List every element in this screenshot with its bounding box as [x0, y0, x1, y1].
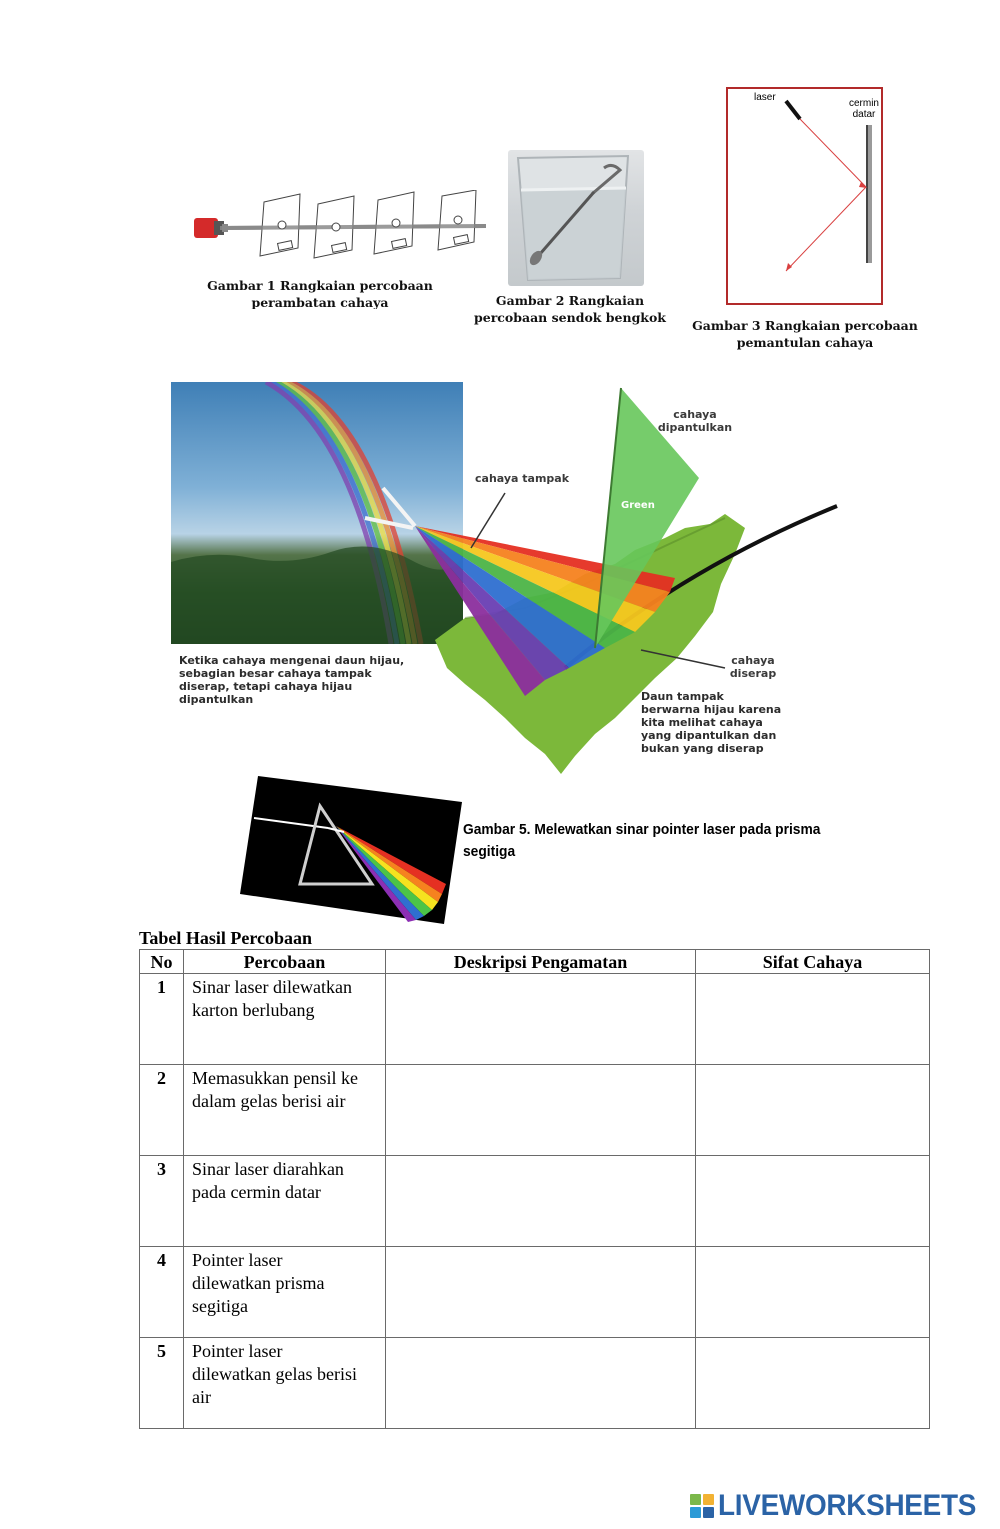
absorbed-light-label	[721, 654, 785, 680]
reflection-diagram	[728, 89, 881, 303]
experiment-line1: Memasukkan pensil ke	[192, 1068, 358, 1088]
figure-2-caption	[470, 292, 670, 326]
reflected-light-label	[655, 408, 735, 434]
figure-5-prism	[240, 776, 462, 924]
absorbed-light-label-line2: diserap	[729, 667, 777, 680]
experiment-line1: Sinar laser dilewatkan	[192, 977, 352, 997]
header-description: Deskripsi Pengamatan	[386, 950, 696, 974]
figure-5-caption	[463, 819, 849, 863]
property-answer-field[interactable]	[696, 1065, 930, 1156]
figure-3-caption-line1: Gambar 3 Rangkaian percobaan	[692, 318, 918, 333]
experiment-cell	[184, 1338, 386, 1429]
figure-1-caption-line1: Gambar 1 Rangkaian percobaan	[207, 278, 433, 293]
left-note-line3: diserap, tetapi cahaya hijau	[179, 680, 353, 693]
right-note-line5: bukan yang diserap	[641, 742, 764, 755]
visible-light-label: cahaya tampak	[475, 472, 570, 485]
experiment-line3: segitiga	[192, 1296, 248, 1316]
laser-label: laser	[754, 92, 776, 103]
figure-2-bent-spoon-photo	[508, 150, 644, 286]
figure-leaf-light-absorption	[165, 378, 845, 778]
experiment-line2: dalam gelas berisi air	[192, 1091, 346, 1111]
row-number: 3	[140, 1156, 184, 1247]
experiment-cell	[184, 1247, 386, 1338]
table-row	[140, 1156, 930, 1247]
description-answer-field[interactable]	[386, 1065, 696, 1156]
row-number: 5	[140, 1338, 184, 1429]
liveworksheets-logo-icon	[690, 1494, 714, 1518]
glass-with-spoon-image	[508, 150, 644, 286]
results-table	[139, 949, 930, 1429]
results-table-title: Tabel Hasil Percobaan	[139, 928, 313, 948]
figure-2-caption-line2: percobaan sendok bengkok	[474, 310, 666, 325]
figure-5-caption-line1: Gambar 5. Melewatkan sinar pointer laser pada prisma	[463, 821, 821, 838]
left-note-line2: sebagian besar cahaya tampak	[179, 667, 372, 680]
reflected-light-label-line1: cahaya	[673, 408, 717, 421]
mirror-label	[844, 98, 884, 120]
description-answer-field[interactable]	[386, 1338, 696, 1429]
reflected-light-label-line2: dipantulkan	[657, 421, 733, 434]
figure-3-caption	[690, 317, 920, 351]
figure-1-caption	[200, 277, 440, 309]
right-explanation-note	[641, 690, 781, 755]
experiment-cell	[184, 1156, 386, 1247]
row-number: 1	[140, 974, 184, 1065]
prism-dispersion-image	[240, 776, 462, 924]
property-answer-field[interactable]	[696, 1156, 930, 1247]
experiment-line1: Pointer laser	[192, 1250, 283, 1270]
table-header-row	[140, 950, 930, 974]
right-note-line1: Daun tampak	[641, 690, 724, 703]
table-row	[140, 1247, 930, 1338]
experiment-line2: dilewatkan gelas berisi	[192, 1364, 357, 1384]
liveworksheets-logo[interactable]	[690, 1489, 990, 1523]
experiment-line2: dilewatkan prisma	[192, 1273, 325, 1293]
row-number: 2	[140, 1065, 184, 1156]
property-answer-field[interactable]	[696, 974, 930, 1065]
experiment-line2: pada cermin datar	[192, 1182, 321, 1202]
table-row	[140, 1338, 930, 1429]
experiment-line2: karton berlubang	[192, 1000, 315, 1020]
mirror-label-line1: cermin	[848, 98, 879, 109]
figure-2-caption-line1: Gambar 2 Rangkaian	[495, 293, 645, 308]
table-row	[140, 974, 930, 1065]
figure-1-caption-line2: perambatan cahaya	[251, 295, 389, 309]
green-beam-label: Green	[621, 500, 655, 511]
header-experiment: Percobaan	[184, 950, 386, 974]
property-answer-field[interactable]	[696, 1338, 930, 1429]
left-note-line1: Ketika cahaya mengenai daun hijau,	[179, 654, 405, 667]
experiment-cell	[184, 974, 386, 1065]
liveworksheets-logo-text: LIVEWORKSHEETS	[718, 1489, 977, 1522]
left-explanation-note	[179, 654, 404, 706]
header-no: No	[140, 950, 184, 974]
figure-5-caption-line2: segitiga	[463, 843, 516, 860]
header-property: Sifat Cahaya	[696, 950, 930, 974]
description-answer-field[interactable]	[386, 1156, 696, 1247]
laser-cardboard-illustration	[190, 190, 490, 270]
experiment-cell	[184, 1065, 386, 1156]
mirror-label-line2: datar	[852, 109, 876, 120]
figure-3-mirror-reflection	[726, 87, 883, 305]
experiment-line3: air	[192, 1387, 211, 1407]
description-answer-field[interactable]	[386, 974, 696, 1065]
table-row	[140, 1065, 930, 1156]
figure-3-caption-line2: pemantulan cahaya	[736, 335, 874, 350]
right-note-line4: yang dipantulkan dan	[641, 729, 777, 742]
description-answer-field[interactable]	[386, 1247, 696, 1338]
experiment-line1: Sinar laser diarahkan	[192, 1159, 344, 1179]
experiment-line1: Pointer laser	[192, 1341, 283, 1361]
absorbed-light-label-line1: cahaya	[731, 654, 775, 667]
left-note-line4: dipantulkan	[179, 693, 254, 706]
figure-1-light-propagation	[190, 190, 490, 270]
row-number: 4	[140, 1247, 184, 1338]
right-note-line2: berwarna hijau karena	[641, 703, 782, 716]
property-answer-field[interactable]	[696, 1247, 930, 1338]
right-note-line3: kita melihat cahaya	[641, 716, 763, 729]
